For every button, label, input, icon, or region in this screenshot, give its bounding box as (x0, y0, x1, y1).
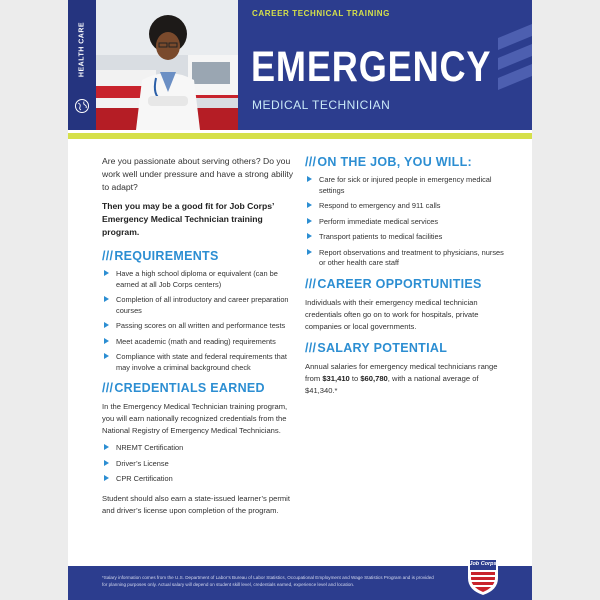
requirements-heading: ///REQUIREMENTS (102, 249, 219, 263)
bullet-arrow-icon (307, 176, 312, 182)
lime-divider (68, 133, 532, 139)
kicker-label: CAREER TECHNICAL TRAINING (252, 9, 390, 18)
requirements-list (102, 269, 298, 373)
globe-icon (74, 98, 90, 114)
salary-footnote: *Salary information comes from the U.S. Department of Labor’s Bureau of Labor Statistics, Occupational Employment and Wage Statistics Program and is provided for planning purposes only. Actual salary will depend on student skill level, credentials earned, experience level and location. (102, 575, 434, 587)
bullet-arrow-icon (104, 444, 109, 450)
intro-question: Are you passionate about serving others? Do you work well under pressure and have a strong ability to adapt? (102, 156, 294, 192)
list-item: CPR Certification (102, 474, 298, 485)
list-item: Completion of all introductory and career preparation courses (102, 295, 298, 316)
bullet-arrow-icon (307, 249, 312, 255)
footer-bar (68, 561, 532, 600)
salary-low: $31,410 (322, 373, 350, 383)
page-title: EMERGENCY (251, 43, 492, 91)
intro-fit: Then you may be a good fit for Job Corps’ Emergency Medical Technician training program. (102, 201, 274, 237)
decorative-stripes (492, 24, 532, 94)
career-heading: ///CAREER OPPORTUNITIES (305, 276, 482, 291)
list-item: Driver’s License (102, 459, 298, 470)
bullet-arrow-icon (307, 218, 312, 224)
bullet-arrow-icon (104, 270, 109, 276)
list-item: Respond to emergency and 911 calls (305, 201, 505, 212)
salary-heading: ///SALARY POTENTIAL (305, 340, 448, 355)
list-item: Compliance with state and federal requirements that may involve a criminal background check (102, 352, 298, 373)
salary-high: $60,780 (360, 373, 388, 383)
bullet-arrow-icon (307, 202, 312, 208)
career-text: Individuals with their emergency medical technician credentials often go on to work for hospitals, private companies or local governments. (305, 297, 479, 331)
list-item: Care for sick or injured people in emergency medical settings (305, 175, 505, 196)
credentials-text: In the Emergency Medical Technician training program, you will earn nationally recognized credentials from the National Registry of Emergency Medical Technicians. (102, 402, 288, 435)
bullet-arrow-icon (104, 460, 109, 466)
list-item: Have a high school diploma or equivalent (can be earned at all Job Corps centers) (102, 269, 298, 290)
list-item: Passing scores on all written and performance tests (102, 321, 298, 332)
list-item: NREMT Certification (102, 443, 298, 454)
flyer-page (68, 0, 532, 600)
list-item: Perform immediate medical services (305, 217, 505, 228)
on-the-job-heading: ///ON THE JOB, YOU WILL: (305, 155, 473, 169)
bullet-arrow-icon (104, 322, 109, 328)
credentials-list (102, 443, 298, 485)
list-item: Transport patients to medical facilities (305, 232, 505, 243)
salary-text: Annual salaries for emergency medical technicians range from $31,410 to $60,780, with a national average of $41,340.* (305, 361, 498, 395)
credentials-heading: ///CREDENTIALS EARNED (102, 381, 265, 395)
header-banner (68, 0, 532, 130)
list-item: Meet academic (math and reading) requirements (102, 337, 298, 348)
list-item: Report observations and treatment to physicians, nurses or other health care staff (305, 248, 505, 269)
bullet-arrow-icon (104, 475, 109, 481)
page-subtitle: MEDICAL TECHNICIAN (252, 98, 391, 112)
on-the-job-list (305, 175, 505, 269)
logo-text: Job Corps (469, 561, 497, 567)
bullet-arrow-icon (104, 338, 109, 344)
credentials-note: Student should also earn a state-issued learner’s permit and driver’s license upon completion of the program. (102, 493, 290, 515)
job-corps-logo (466, 556, 500, 596)
side-tab (68, 0, 96, 130)
bullet-arrow-icon (104, 353, 109, 359)
right-column (305, 155, 505, 403)
bullet-arrow-icon (104, 296, 109, 302)
side-label: HEALTH CARE (78, 21, 86, 78)
left-column (102, 155, 298, 523)
emt-photo (96, 0, 238, 130)
bullet-arrow-icon (307, 233, 312, 239)
